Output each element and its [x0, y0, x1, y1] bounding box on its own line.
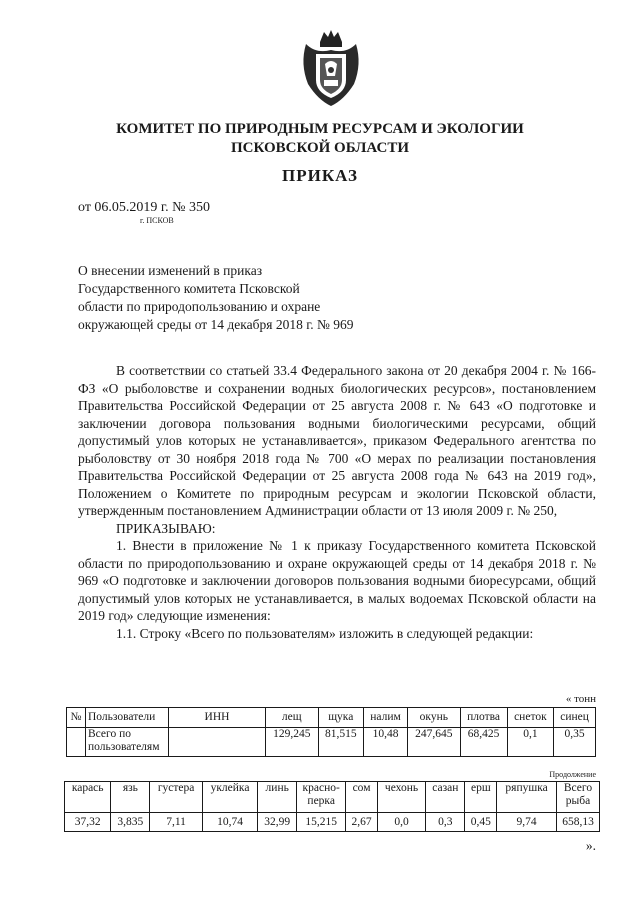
document-subject — [78, 262, 408, 334]
document-type: ПРИКАЗ — [282, 166, 358, 185]
col-header: ряпушка — [497, 782, 557, 813]
table-cell: 7,11 — [150, 813, 202, 832]
document-city: г. ПСКОВ — [140, 216, 174, 225]
col-header: красно-перка — [297, 782, 346, 813]
col-header: ИНН — [169, 708, 266, 728]
table-cell: 81,515 — [318, 728, 363, 757]
document-date-number: от 06.05.2019 г. № 350 — [78, 200, 210, 215]
closing-quote: ». — [585, 838, 596, 853]
table-cell: Всего по пользователям — [86, 728, 169, 757]
col-header: ерш — [465, 782, 497, 813]
subject-line: области по природопользованию и охране — [78, 299, 321, 314]
table-cell — [67, 728, 86, 757]
col-header: язь — [111, 782, 150, 813]
table-cell: 9,74 — [497, 813, 557, 832]
subject-line: О внесении изменений в приказ — [78, 263, 263, 278]
col-header: № — [67, 708, 86, 728]
preamble-paragraph: В соответствии со статьей 33.4 Федерального закона от 20 декабря 2004 г. № 166-ФЗ «О рыболовстве и сохранении водных биологических ресурсов», постановлением Правительства Российской Федерации от 25 августа 2008 г. № 643 «О подготовке и заключении договора пользования водными биологическими ресурсами, общий допустимый улов которых не устанавливается», приказом Федерального агентства по рыболовству от 30 ноября 2018 года № 700 «О мерах по реализации постановления Правительства Российской Федерации от 25 августа 2008 года № 643 на 2019 год», Положением о Комитете по природным ресурсам и экологии Псковской области, утвержденным постановлением Администрации области от 13 июля 2009 г. № 250, — [78, 363, 596, 518]
table-row — [65, 813, 600, 832]
table-cell: 68,425 — [460, 728, 507, 757]
col-header: налим — [363, 708, 407, 728]
col-header: уклейка — [202, 782, 257, 813]
continuation-label: Продолжение — [549, 770, 596, 779]
org-line-1: КОМИТЕТ ПО ПРИРОДНЫМ РЕСУРСАМ И ЭКОЛОГИИ — [116, 121, 524, 137]
col-header: лещ — [266, 708, 319, 728]
org-line-2: ПСКОВСКОЙ ОБЛАСТИ — [230, 140, 410, 156]
col-header: густера — [150, 782, 202, 813]
order-word: ПРИКАЗЫВАЮ: — [116, 520, 216, 536]
col-header: карась — [65, 782, 111, 813]
unit-label: « тонн — [565, 693, 596, 705]
table-header-row — [65, 782, 600, 813]
table-header-row — [67, 708, 596, 728]
col-header: плотва — [460, 708, 507, 728]
table-cell: 10,48 — [363, 728, 407, 757]
col-header: щука — [318, 708, 363, 728]
document-body — [78, 362, 596, 642]
table-cell: 247,645 — [408, 728, 461, 757]
table-cell: 0,3 — [426, 813, 465, 832]
item-1-paragraph: 1. Внести в приложение № 1 к приказу Государственного комитета Псковской области по природопользованию и охране окружающей среды от 14 декабря 2018 г. № 969 «О подготовке и заключении договоров пользования водными биоресурсами, общий допустимый улов которых не устанавливается, в малых водоемах Псковской области на 2019 год» следующие изменения: — [78, 538, 596, 623]
col-header: линь — [258, 782, 297, 813]
table-cell: 0,35 — [554, 728, 596, 757]
col-header: Всего рыба — [557, 782, 600, 813]
col-header: снеток — [507, 708, 554, 728]
species-totals-table — [64, 781, 600, 832]
table-cell: 0,0 — [377, 813, 425, 832]
organization-name — [0, 120, 640, 158]
col-header: окунь — [408, 708, 461, 728]
col-header: сазан — [426, 782, 465, 813]
table-cell: 0,1 — [507, 728, 554, 757]
col-header: синец — [554, 708, 596, 728]
table-cell: 3,835 — [111, 813, 150, 832]
table-cell — [169, 728, 266, 757]
coat-of-arms-emblem — [298, 28, 364, 108]
subject-line: окружающей среды от 14 декабря 2018 г. № 969 — [78, 317, 354, 332]
table-cell: 37,32 — [65, 813, 111, 832]
item-1-1-paragraph: 1.1. Строку «Всего по пользователям» изложить в следующей редакции: — [116, 625, 534, 641]
table-cell: 129,245 — [266, 728, 319, 757]
subject-line: Государственного комитета Псковской — [78, 281, 300, 296]
col-header: чехонь — [377, 782, 425, 813]
table-cell: 15,215 — [297, 813, 346, 832]
table-row — [67, 728, 596, 757]
table-cell: 32,99 — [258, 813, 297, 832]
table-cell: 0,45 — [465, 813, 497, 832]
users-totals-table — [66, 707, 596, 757]
table-cell: 2,67 — [346, 813, 378, 832]
col-header: сом — [346, 782, 378, 813]
table-cell: 658,13 — [557, 813, 600, 832]
table-cell: 10,74 — [202, 813, 257, 832]
col-header: Пользователи — [86, 708, 169, 728]
